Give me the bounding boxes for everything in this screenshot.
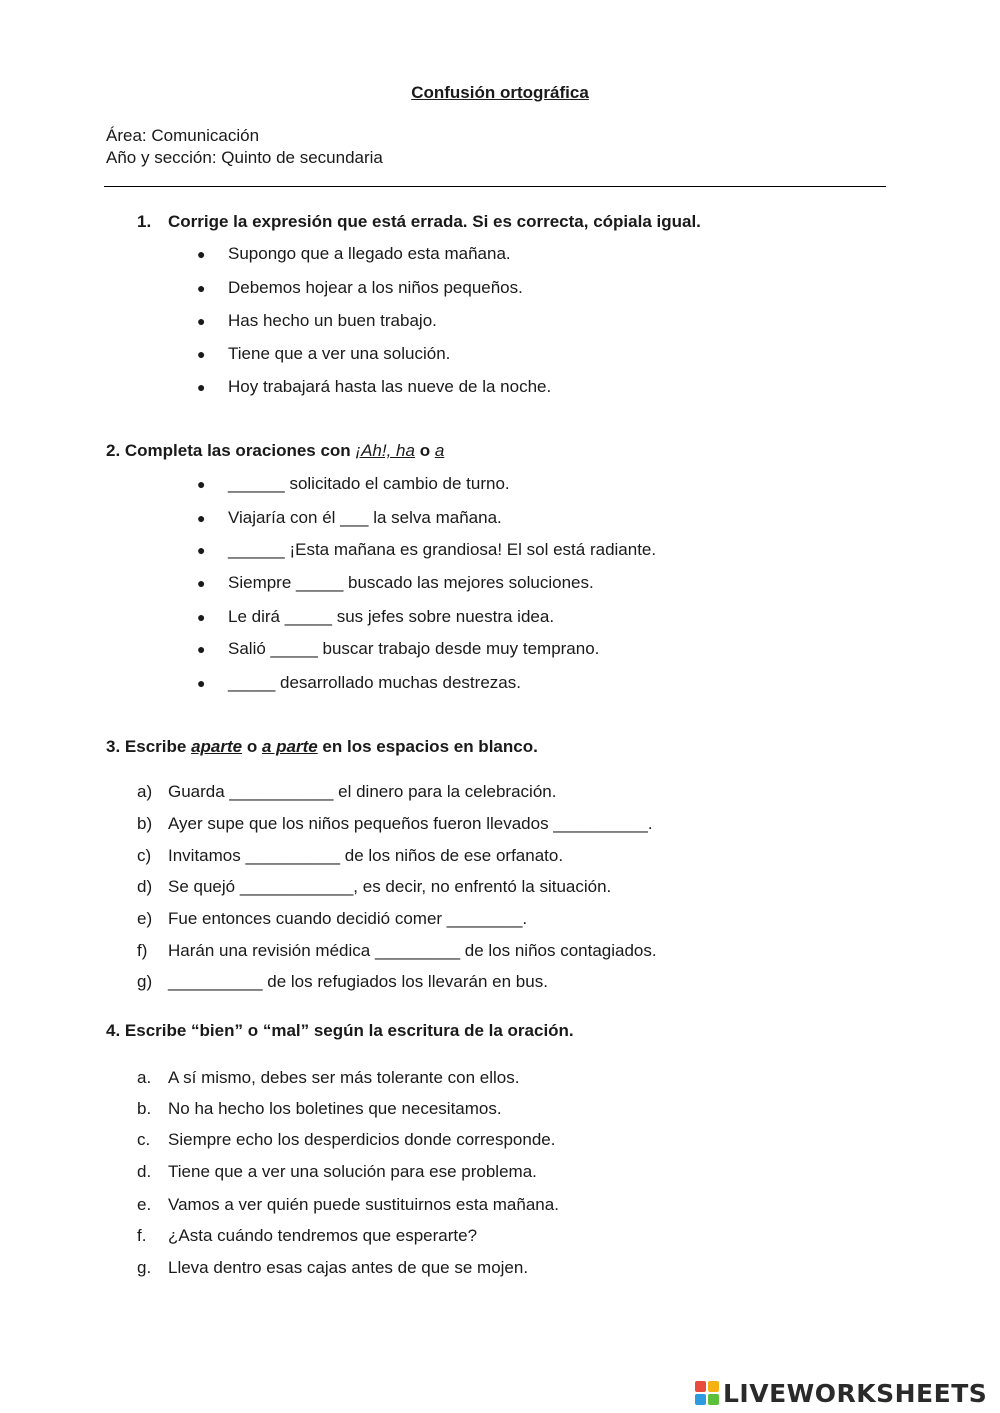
divider [104, 186, 886, 187]
area-label: Área: Comunicación [106, 126, 260, 145]
item-text: Vamos a ver quién puede sustituirnos esta mañana. [168, 1195, 559, 1214]
logo-grid-icon [695, 1381, 719, 1405]
list-item [197, 540, 656, 560]
item-text: __________ de los refugiados los llevarán en bus. [168, 972, 548, 991]
item-text: Has hecho un buen trabajo. [228, 311, 437, 330]
document-title: Confusión ortográfica [411, 83, 589, 102]
heading-suffix: en los espacios en blanco. [317, 737, 538, 756]
item-text: ¿Asta cuándo tendremos que esperarte? [168, 1226, 478, 1245]
heading-options: ¡Ah!, ha [355, 441, 415, 460]
bullet-icon: ● [197, 609, 206, 625]
heading-text: 3. Escribe [106, 737, 192, 756]
bullet-icon: ● [197, 641, 206, 657]
liveworksheets-logo[interactable] [695, 1378, 987, 1408]
bullet-icon: ● [197, 476, 206, 492]
bullet-icon: ● [197, 379, 206, 395]
logo-text: LIVEWORKSHEETS [723, 1378, 988, 1408]
list-item [137, 877, 611, 897]
logo-square [708, 1381, 719, 1392]
list-item [137, 972, 548, 992]
bullet-icon: ● [197, 542, 206, 558]
bullet-icon: ● [197, 346, 206, 362]
list-item [137, 782, 556, 802]
section1-heading-text: Corrige la expresión que está errada. Si es correcta, cópiala igual. [168, 212, 701, 231]
list-item [197, 377, 551, 397]
item-text: Le dirá _____ sus jefes sobre nuestra idea. [228, 607, 555, 626]
item-marker: g) [137, 972, 153, 991]
item-text: Fue entonces cuando decidió comer ________. [168, 909, 528, 928]
bullet-icon: ● [197, 575, 206, 591]
section3-heading [106, 737, 538, 757]
item-text: Siempre echo los desperdicios donde corresponde. [168, 1130, 556, 1149]
item-marker: c) [137, 846, 152, 865]
list-item [137, 1130, 555, 1150]
item-text: Viajaría con él ___ la selva mañana. [228, 508, 502, 527]
item-text: Tiene que a ver una solución para ese problema. [168, 1162, 537, 1181]
item-text: Invitamos __________ de los niños de ese orfanato. [168, 846, 564, 865]
grade-label: Año y sección: Quinto de secundaria [106, 148, 383, 167]
list-item [197, 311, 437, 331]
bullet-icon: ● [197, 280, 206, 296]
list-item [197, 639, 599, 659]
logo-square [695, 1381, 706, 1392]
heading-option-a: a [434, 441, 445, 460]
item-text: Se quejó ____________, es decir, no enfrentó la situación. [168, 877, 612, 896]
item-marker: d) [137, 877, 153, 896]
list-item [197, 573, 594, 593]
list-item [137, 1226, 477, 1246]
item-marker: e) [137, 909, 153, 928]
list-item [137, 846, 563, 866]
item-text: A sí mismo, debes ser más tolerante con ellos. [168, 1068, 520, 1087]
item-text: ______ ¡Esta mañana es grandiosa! El sol está radiante. [228, 540, 657, 559]
item-text: Hoy trabajará hasta las nueve de la noche. [228, 377, 552, 396]
heading-word-a-parte: a parte [261, 737, 318, 756]
item-marker: d. [137, 1162, 152, 1181]
item-text: Supongo que a llegado esta mañana. [228, 244, 511, 263]
bullet-icon: ● [197, 313, 206, 329]
item-text: Salió _____ buscar trabajo desde muy temprano. [228, 639, 600, 658]
list-item [137, 814, 653, 834]
list-item [197, 607, 554, 627]
heading-conj: o [414, 441, 435, 460]
list-item [197, 244, 511, 264]
item-marker: g. [137, 1258, 152, 1277]
list-item [197, 673, 521, 693]
list-item [137, 1195, 559, 1215]
list-item [197, 474, 510, 494]
list-item [137, 1258, 528, 1278]
item-marker: a) [137, 782, 153, 801]
section1-heading [137, 212, 701, 232]
list-item [137, 941, 657, 961]
heading-text: 2. Completa las oraciones con [106, 441, 356, 460]
list-item [197, 278, 523, 298]
item-text: Guarda ___________ el dinero para la celebración. [168, 782, 557, 801]
item-text: Ayer supe que los niños pequeños fueron llevados __________. [168, 814, 653, 833]
item-text: Debemos hojear a los niños pequeños. [228, 278, 523, 297]
list-item [137, 1162, 537, 1182]
list-item [197, 344, 450, 364]
bullet-icon: ● [197, 246, 206, 262]
item-marker: c. [137, 1130, 151, 1149]
section1-number: 1. [137, 212, 152, 231]
heading-word-aparte: aparte [191, 737, 243, 756]
item-marker: f. [137, 1226, 147, 1245]
logo-square [708, 1394, 719, 1405]
item-text: Lleva dentro esas cajas antes de que se mojen. [168, 1258, 529, 1277]
item-text: Tiene que a ver una solución. [228, 344, 451, 363]
item-text: No ha hecho los boletines que necesitamos. [168, 1099, 502, 1118]
item-marker: a. [137, 1068, 152, 1087]
list-item [137, 909, 527, 929]
item-text: Siempre _____ buscado las mejores soluciones. [228, 573, 594, 592]
heading-conj: o [242, 737, 262, 756]
list-item [137, 1068, 520, 1088]
section4-heading: 4. Escribe “bien” o “mal” según la escritura de la oración. [106, 1021, 574, 1040]
item-text: _____ desarrollado muchas destrezas. [228, 673, 521, 692]
item-marker: e. [137, 1195, 152, 1214]
item-text: ______ solicitado el cambio de turno. [228, 474, 510, 493]
list-item [197, 508, 502, 528]
bullet-icon: ● [197, 510, 206, 526]
item-marker: f) [137, 941, 148, 960]
item-marker: b) [137, 814, 153, 833]
logo-square [695, 1394, 706, 1405]
bullet-icon: ● [197, 675, 206, 691]
item-text: Harán una revisión médica _________ de los niños contagiados. [168, 941, 657, 960]
list-item [137, 1099, 502, 1119]
section2-heading [106, 441, 444, 461]
item-marker: b. [137, 1099, 152, 1118]
